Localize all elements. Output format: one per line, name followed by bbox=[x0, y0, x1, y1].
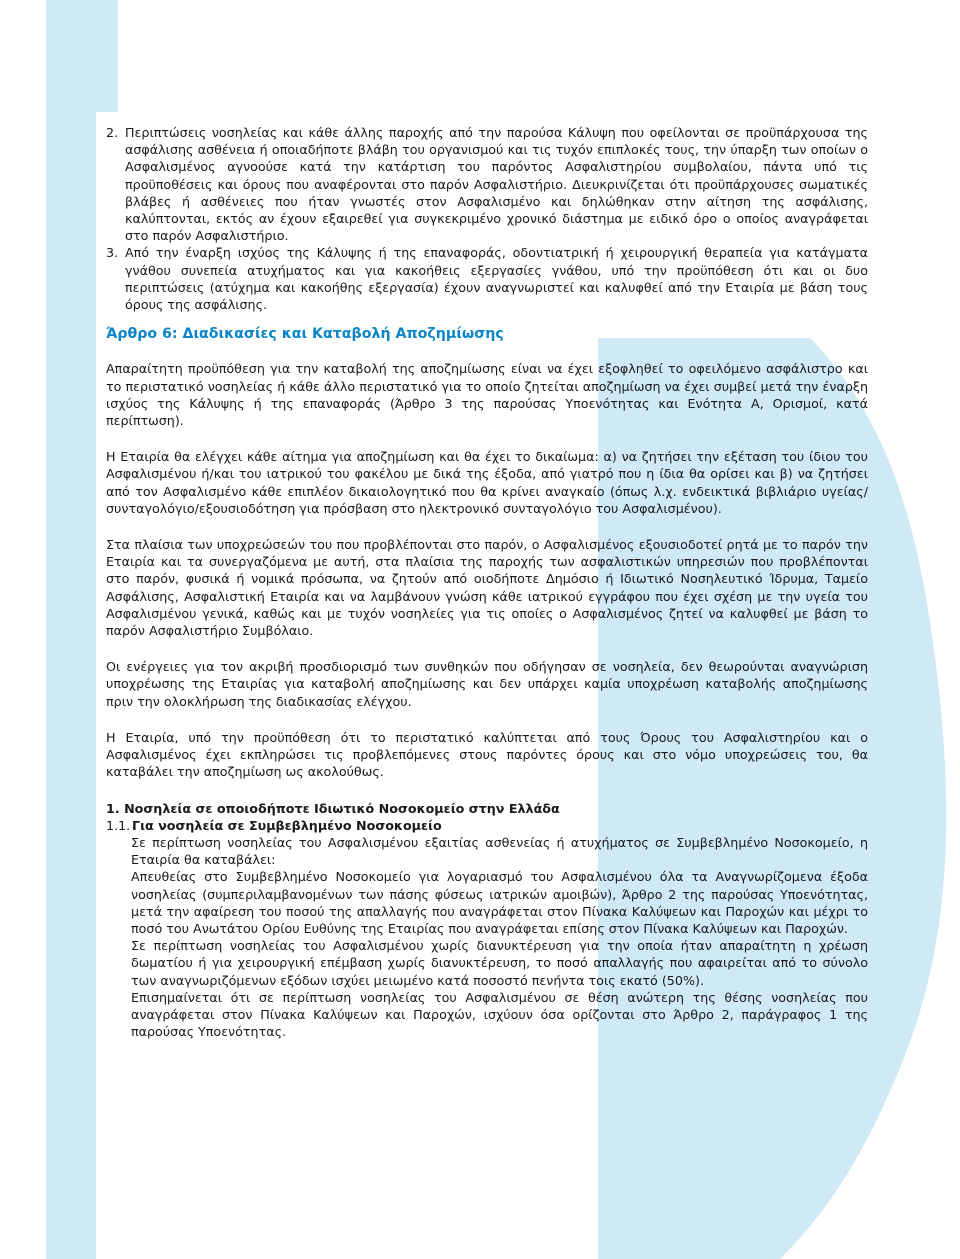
list-item bbox=[106, 124, 868, 244]
subsubsection-title: Για νοσηλεία σε Συμβεβλημένο Νοσοκομείο bbox=[132, 817, 442, 833]
subsection-title: 1. Νοσηλεία σε οποιοδήποτε Ιδιωτικό Νοσοκομείο στην Ελλάδα bbox=[106, 800, 560, 816]
paragraph: Στα πλαίσια των υποχρεώσεών του που προβλέπονται στο παρόν, ο Ασφαλισμένος εξουσιοδοτεί ρητά με το παρόν την Εταιρία και τα συνεργαζόμενα με αυτή, στα πλαίσια της παροχής των ασφαλιστικών υπηρεσιών που προβλέπονται στο παρόν, φυσικά ή νομικά πρόσωπα, να ζητούν από οιοδήποτε Δημόσιο ή Ιδιωτικό Νοσηλευτικό Ίδρυμα, Ταμείο Ασφάλισης, Ασφαλιστική Εταιρία και να λαμβάνουν γνώση κάθε ιατρικού εγγράφου που έχει σχέση με την υγεία του Ασφαλισμένου γενικά, καθώς και με τυχόν νοσηλείες για τις οποίες ο Ασφαλισμένος ζητεί να καλυφθεί με βάση το παρόν Ασφαλιστήριο Συμβόλαιο. bbox=[106, 537, 868, 639]
list-item-text: Περιπτώσεις νοσηλείας και κάθε άλλης παροχής από την παρούσα Κάλυψη που οφείλονται σε προϋπάρχουσα της ασφάλισης ασθένεια ή οποιαδήποτε βλάβη του οργανισμού και τις τυχόν επιπλοκές τους, την ύπαρξη των οποίων ο Ασφαλισμένος αγνοούσε κατά την κατάρτιση του παρόντος Ασφαλιστηρίου συμβολαίου, πάντα υπό τις προϋποθέσεις και όρους που αναφέρονται στο παρόν Ασφαλιστήριο. Διευκρινίζεται ότι προϋπάρχουσες σωματικές βλάβες ή ασθένειες που ήταν γνωστές στον Ασφαλισμένο και δηλώθηκαν στην αίτηση της ασφάλισης, καλύπτονται, εκτός αν έχουν εξαιρεθεί για συγκεκριμένο χρονικό διάστημα με ειδικό όρο ο οποίος αναγράφεται στο παρόν Ασφαλιστήριο. bbox=[125, 125, 868, 244]
list-item bbox=[106, 244, 868, 313]
subsubsection-heading bbox=[106, 817, 868, 834]
document-body bbox=[106, 124, 868, 1040]
list-item-number: 3. bbox=[106, 245, 119, 261]
paragraph: Η Εταιρία θα ελέγχει κάθε αίτημα για αποζημίωση και θα έχει το δικαίωμα: α) να ζητήσει την εξέταση του ίδιου του Ασφαλισμένου ή/και του ιατρικού του φακέλου με δικά της έξοδα, από γιατρό που η ίδια θα ορίσει και β) να ζητήσει από τον Ασφαλισμένο κάθε επιπλέον δικαιολογητικό που θα κρίνει αναγκαίο (όπως λ.χ. ενδεικτικά βιβλιάριο υγείας/συνταγολόγιο/εξουσιοδότηση για πρόσβαση στο ηλεκτρονικό συνταγολόγιο του Ασφαλισμένου). bbox=[106, 449, 868, 516]
subsubsection-number: 1.1. bbox=[106, 817, 131, 833]
subsection-paragraph: Απευθείας στο Συμβεβλημένο Νοσοκομείο για λογαριασμό του Ασφαλισμένου όλα τα Αναγνωρίζομενα έξοδα νοσηλείας (συμπεριλαμβανομένων των πάσης φύσεως ιατρικών αμοιβών), Άρθρο 2 της παρούσας Υποενότητας, μετά την αφαίρεση του ποσού της απαλλαγής που αναγράφεται στον Πίνακα Καλύψεων και Παροχών και μέχρι το ποσό του Ανωτάτου Ορίου Ευθύνης της Εταιρίας που αναγράφεται επίσης στον Πίνακα Καλύψεων και Παροχών. bbox=[131, 869, 868, 936]
paragraph: Η Εταιρία, υπό την προϋπόθεση ότι το περιστατικό καλύπτεται από τους Όρους του Ασφαλιστηρίου και ο Ασφαλισμένος έχει εκπληρώσει τις προβλεπόμενες στους παρόντες όρους και στο νόμο υποχρεώσεις του, θα καταβάλει την αποζημίωση ως ακολούθως. bbox=[106, 729, 868, 780]
subsection-paragraph: Σε περίπτωση νοσηλείας του Ασφαλισμένου χωρίς διανυκτέρευση για την οποία ήταν απαραίτητη η χρέωση δωματίου ή για χειρουργική επέμβαση χωρίς διανυκτέρευση, το ποσό απαλλαγής που αφαιρείται από το σύνολο των αναγνωριζόμενων εξόδων ισχύει μειωμένο κατά ποσοστό πενήντα τοις εκατό (50%). bbox=[131, 938, 868, 988]
section-heading: Άρθρο 6: Διαδικασίες και Καταβολή Αποζημίωσης bbox=[106, 326, 504, 343]
paragraph: Οι ενέργειες για τον ακριβή προσδιορισμό των συνθηκών που οδήγησαν σε νοσηλεία, δεν θεωρούνται αναγνώριση υποχρέωσης της Εταιρίας για καταβολή αποζημίωσης και δεν υπάρχει καμία υποχρέωση καταβολής αποζημίωσης πριν την ολοκλήρωση της διαδικασίας ελέγχου. bbox=[106, 659, 868, 709]
list-item-number: 2. bbox=[106, 125, 119, 140]
subsection-paragraph: Σε περίπτωση νοσηλείας του Ασφαλισμένου εξαιτίας ασθενείας ή ατυχήματος σε Συμβεβλημένο Νοσοκομείο, η Εταιρία θα καταβάλει: bbox=[131, 834, 868, 868]
list-item-text: Από την έναρξη ισχύος της Κάλυψης ή της επαναφοράς, οδοντιατρική ή χειρουργική θεραπεία για κατάγματα γνάθου συνεπεία ατυχήματος και για κακοήθεις εξεργασίες γνάθου, υπό την προϋπόθεση ότι και οι δυο περιπτώσεις (ατύχημα και κακοήθης εξεργασία) έχουν αναγνωριστεί και καλυφθεί από την Εταιρία με βάση τους όρους της ασφάλισης. bbox=[125, 245, 868, 313]
paragraph: Απαραίτητη προϋπόθεση για την καταβολή της αποζημίωσης είναι να έχει εξοφληθεί το οφειλόμενο ασφάλιστρο και το περιστατικό νοσηλείας ή κάθε άλλο περιστατικό για το οποίο ζητείται αποζημίωση να έχει συμβεί μετά την έναρξη ισχύος της Κάλυψης ή της επαναφοράς (Άρθρο 3 της παρούσας Υποενότητας και Ενότητα Α, Ορισμοί, κατά περίπτωση). bbox=[106, 361, 868, 429]
subsection-paragraph: Επισημαίνεται ότι σε περίπτωση νοσηλείας του Ασφαλισμένου σε θέση ανώτερη της θέσης νοσηλείας που αναγράφεται στον Πίνακα Καλύψεων και Παροχών, ισχύουν όσα ορίζονται στο Άρθρο 2, παράγραφος 1 της παρούσας Υποενότητας. bbox=[131, 989, 868, 1040]
